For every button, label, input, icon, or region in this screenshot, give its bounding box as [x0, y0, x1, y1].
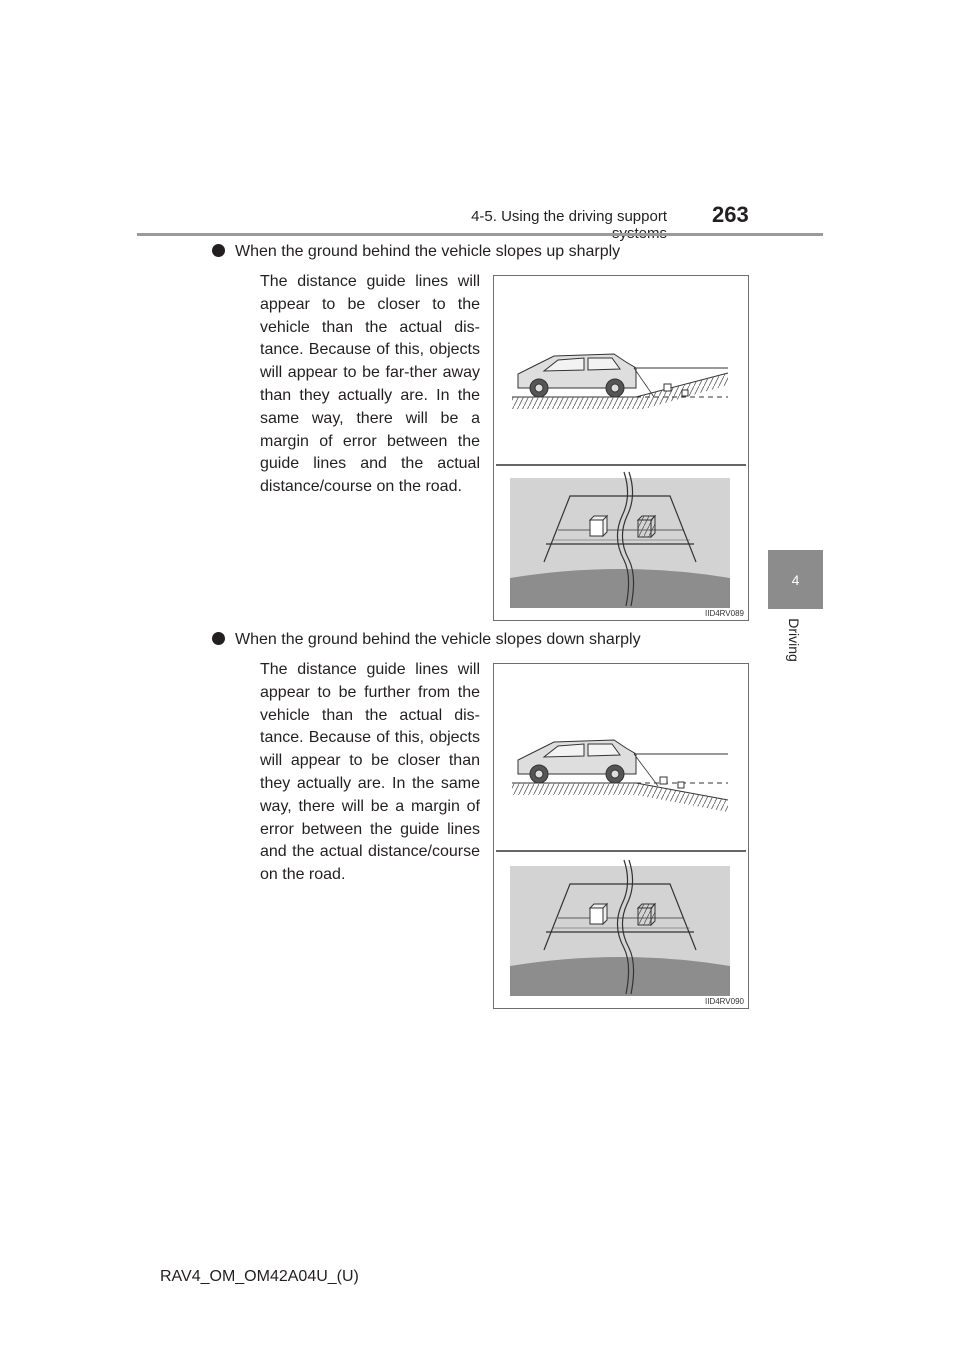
- paragraph-slope-down: The distance guide lines will appear to be further from the vehicle than the actual dis-tance. Because of this, objects will appear to be closer than they actually are. In the same way, there will be a margin of error between the guide lines and the actual distance/course on the road.: [260, 661, 480, 884]
- rear-camera-screen: [510, 472, 730, 608]
- bullet-dot-icon: [212, 244, 225, 257]
- rear-camera-screen: [510, 860, 730, 996]
- bullet-text: When the ground behind the vehicle slopes down sharply: [235, 631, 641, 648]
- chapter-label: Driving: [786, 618, 802, 662]
- figure-slope-up: [493, 275, 749, 621]
- header-section-title: 4-5. Using the driving support: [471, 208, 667, 225]
- bullet-slope-up: [212, 243, 772, 261]
- vehicle-side-view: [518, 740, 636, 783]
- figure-slope-down: [493, 663, 749, 1009]
- bullet-slope-down: [212, 631, 772, 649]
- slope-down-illustration: [494, 664, 750, 1010]
- vehicle-side-view: [518, 354, 636, 397]
- bullet-text: When the ground behind the vehicle slopes up sharply: [235, 243, 621, 260]
- bullet-dot-icon: [212, 632, 225, 645]
- chapter-number: 4: [791, 571, 800, 588]
- page-number: 263: [712, 202, 749, 227]
- paragraph-slope-up: The distance guide lines will appear to be closer to the vehicle than the actual dis-tance. Because of this, objects will appear to be far-ther away than they actually are. In the same way, there will be a margin of error between the guide lines and the actual distance/course on the road.: [260, 273, 480, 496]
- figure-code: IID4RV090: [705, 997, 744, 1006]
- slope-up-illustration: [494, 276, 750, 622]
- document-code: RAV4_OM_OM42A04U_(U): [160, 1268, 359, 1285]
- header-divider: [137, 233, 823, 236]
- figure-code: IID4RV089: [705, 609, 744, 618]
